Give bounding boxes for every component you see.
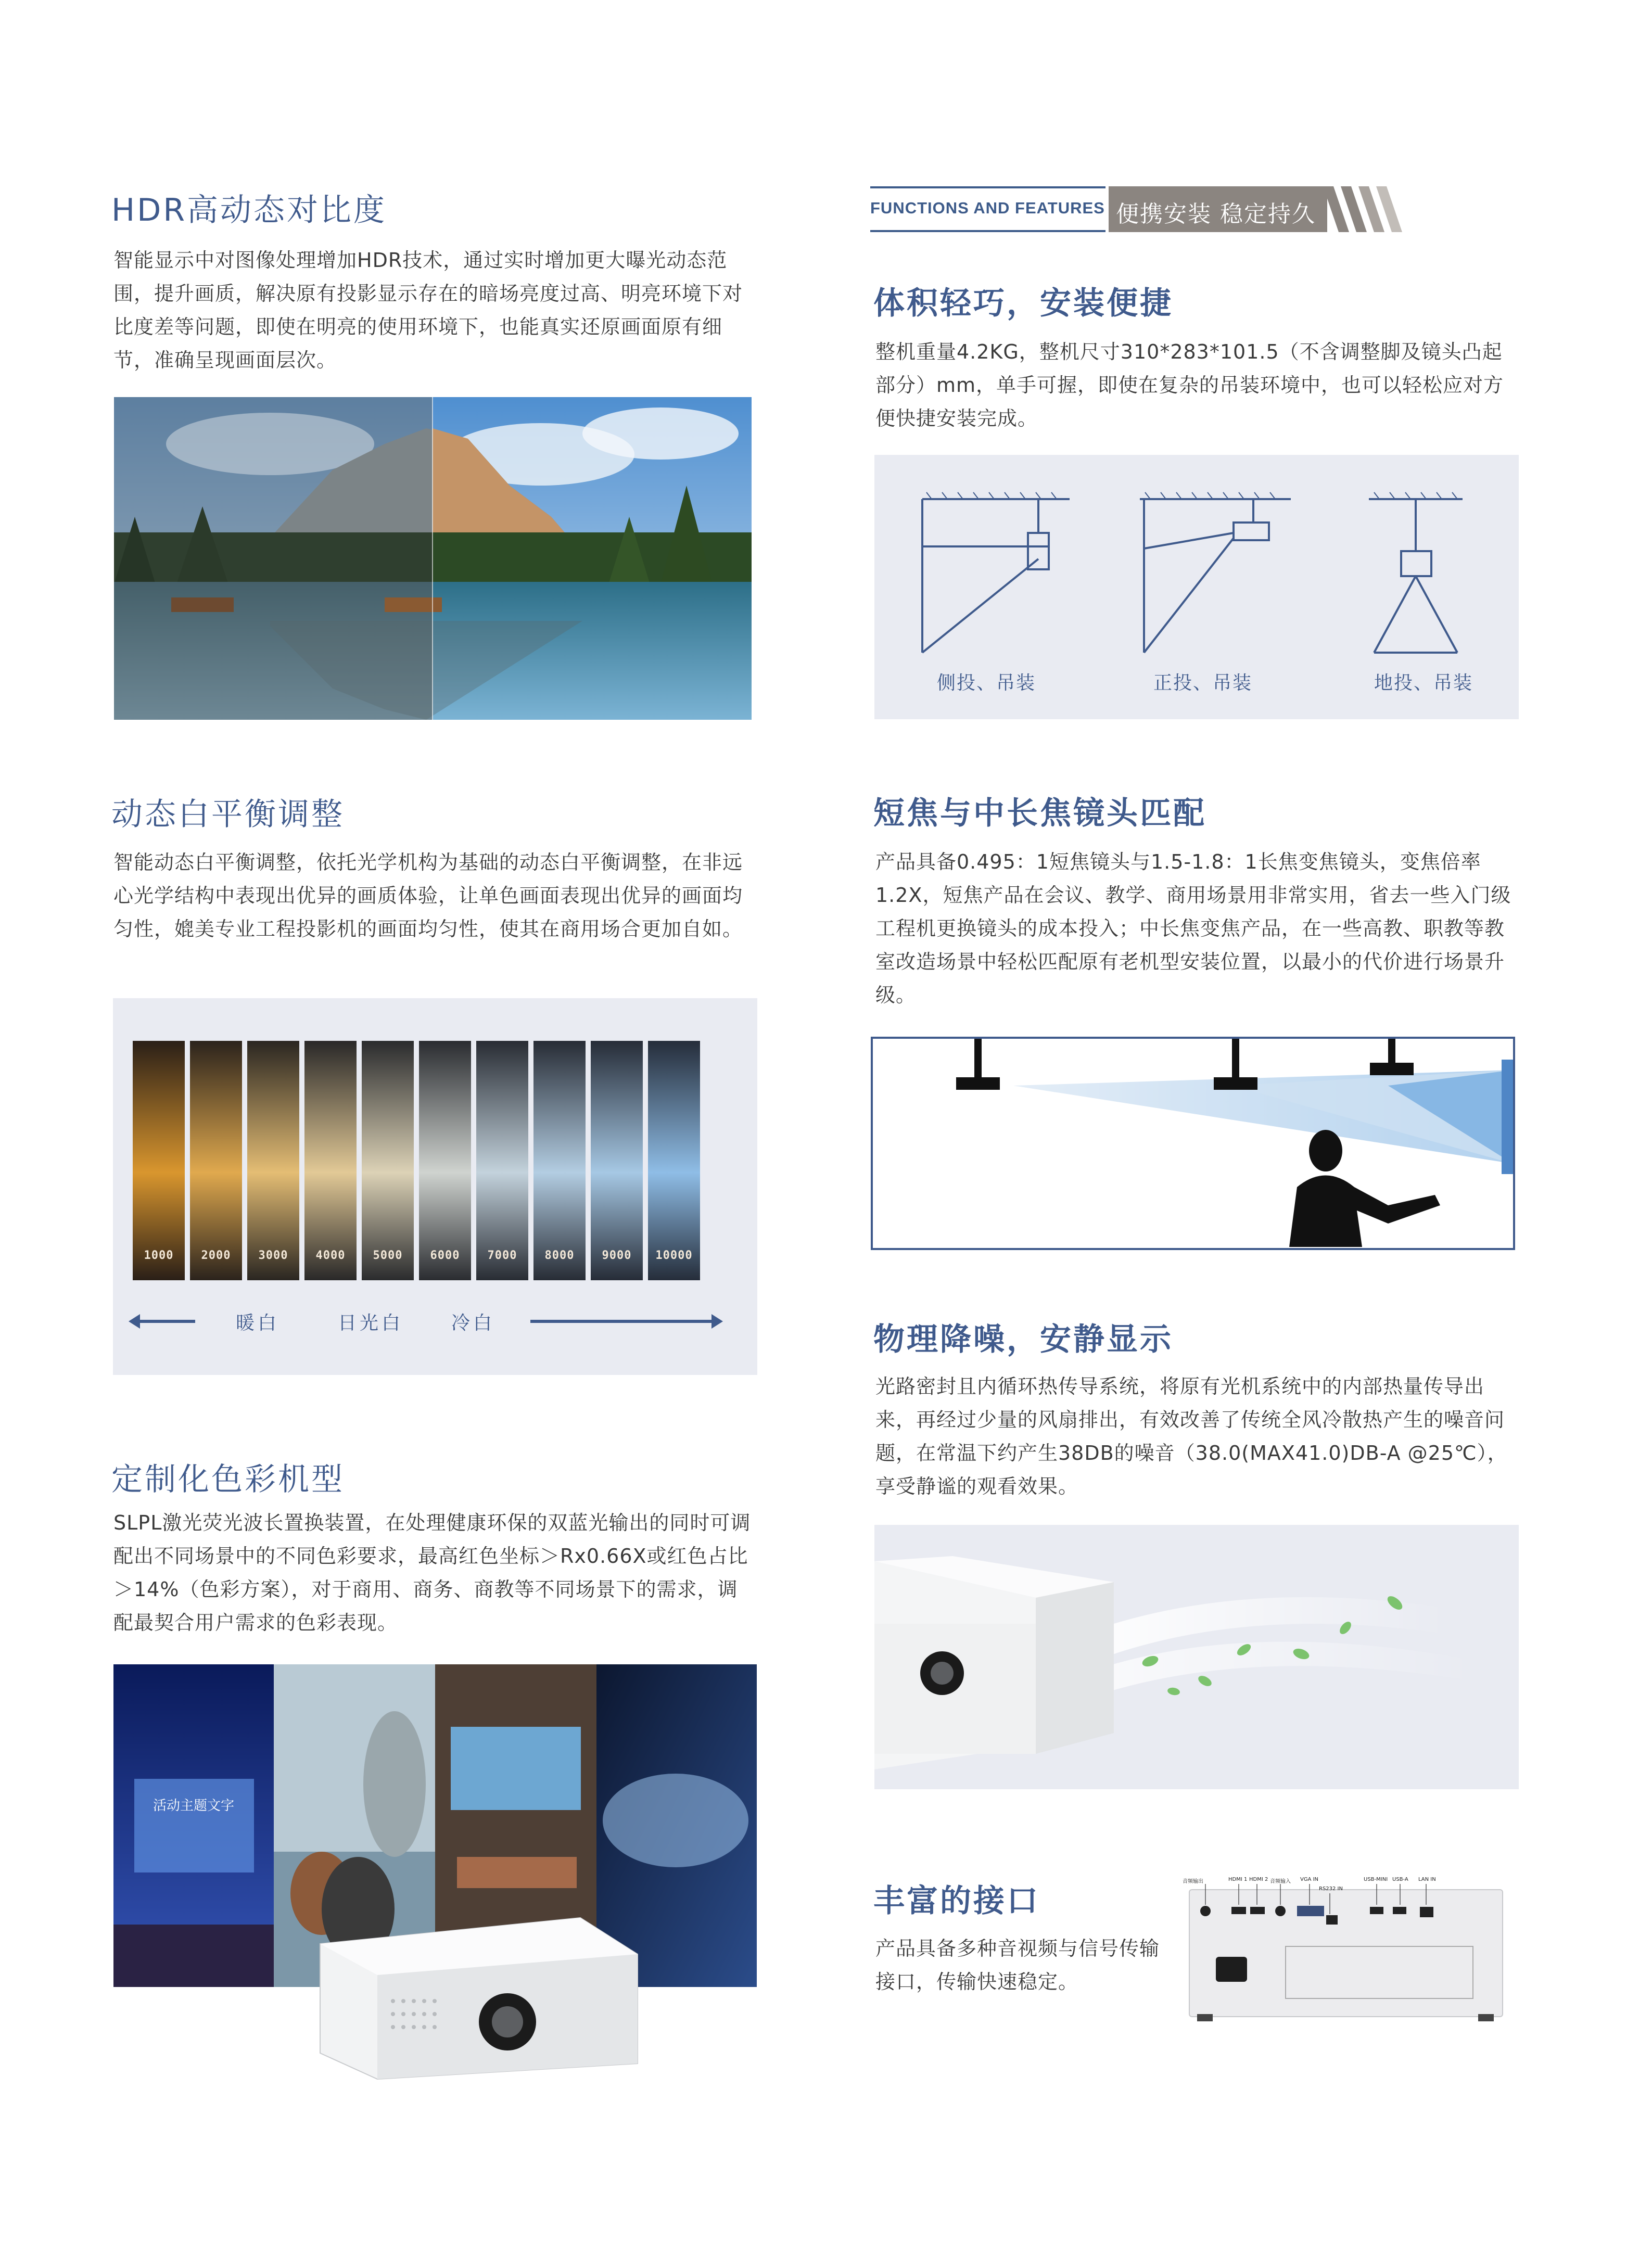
temperature-swatch xyxy=(476,1041,528,1280)
temperature-swatch xyxy=(190,1041,242,1280)
install-title: 体积轻巧，安装便捷 xyxy=(873,285,1173,322)
temperature-swatch xyxy=(648,1041,700,1280)
temperature-label: 8000 xyxy=(544,1249,575,1262)
temperature-label: 10000 xyxy=(655,1249,693,1262)
badge-english-text: FUNCTIONS AND FEATURES xyxy=(870,199,1105,217)
port-label-usb-mini: USB-MINI xyxy=(1364,1877,1388,1882)
temperature-label: 3000 xyxy=(258,1249,288,1262)
right-arrow-icon xyxy=(530,1320,713,1323)
daylight-label: 日光白 xyxy=(338,1313,404,1334)
ports-rear-panel xyxy=(1181,1863,1504,2024)
port-label-audio-in: 音频输入 xyxy=(1270,1879,1291,1884)
color-body: SLPL激光荧光波长置换装置，在处理健康环保的双蓝光输出的同时可调配出不同场景中的不同色彩要求，最高红色坐标＞Rx0.66X或红色占比＞14%（色彩方案），对于商用、商务、商教等不同场景下的需求，调配最契合用户需求的色彩表现。 xyxy=(113,1511,751,1634)
temperature-label: 7000 xyxy=(487,1249,517,1262)
temperature-swatch xyxy=(247,1041,299,1280)
badge-stripes-icon xyxy=(1323,186,1417,232)
temperature-label: 2000 xyxy=(201,1249,231,1262)
badge-bottom-rule xyxy=(870,230,1105,232)
temperature-label: 1000 xyxy=(144,1249,174,1262)
white-balance-title: 动态白平衡调整 xyxy=(111,796,345,833)
hdr-body: 智能显示中对图像处理增加HDR技术，通过实时增加更大曝光动态范围，提升画质，解决原有投影显示存在的暗场亮度过高、明亮环境下对比度差等问题，即使在明亮的使用环境下，也能真实还原画面原有细节，准确呈现画面层次。 xyxy=(113,249,743,372)
ports-title: 丰富的接口 xyxy=(873,1883,1040,1919)
white-balance-panel xyxy=(113,998,757,1375)
port-label-vga-in: VGA IN xyxy=(1300,1877,1319,1882)
temperature-swatch xyxy=(533,1041,586,1280)
left-arrow-icon xyxy=(133,1320,195,1323)
stage-text: 活动主题文字 xyxy=(153,1798,235,1814)
white-balance-body: 智能动态白平衡调整，依托光学机构为基础的动态白平衡调整，在非远心光学结构中表现出优异的画质体验，让单色画面表现出优异的画面均匀性，媲美专业工程投影机的画面均匀性，使其在商用场合更加自如。 xyxy=(113,851,743,940)
noise-body: 光路密封且内循环热传导系统，将原有光机系统中的内部热量传导出来，再经过少量的风扇排出，有效改善了传统全风冷散热产生的噪音问题，在常温下约产生38DB的噪音（38.0(MAX41.0)DB-A @25℃），享受静谧的观看效果。 xyxy=(875,1375,1508,1498)
temperature-swatch xyxy=(133,1041,185,1280)
port-label-hdmi1: HDMI 1 xyxy=(1228,1877,1248,1882)
temperature-label: 5000 xyxy=(373,1249,403,1262)
warm-label: 暖白 xyxy=(236,1313,280,1334)
noise-title: 物理降噪，安静显示 xyxy=(873,1321,1173,1358)
temperature-swatch xyxy=(419,1041,471,1280)
temperature-label: 9000 xyxy=(602,1249,632,1262)
cool-label: 冷白 xyxy=(451,1313,495,1334)
install-mode-floor: 地投、吊装 xyxy=(1374,672,1473,694)
lens-throw-diagram xyxy=(871,1037,1515,1250)
noise-airflow-panel xyxy=(874,1525,1519,1789)
temperature-swatch xyxy=(591,1041,643,1280)
temperature-swatch xyxy=(362,1041,414,1280)
port-label-audio-out: 音频输出 xyxy=(1183,1879,1203,1884)
port-label-hdmi2: HDMI 2 xyxy=(1249,1877,1268,1882)
badge-top-rule xyxy=(870,186,1105,188)
temperature-label: 6000 xyxy=(430,1249,460,1262)
badge-chinese-text: 便携安装 稳定持久 xyxy=(1116,201,1316,227)
temperature-swatch xyxy=(304,1041,357,1280)
port-label-rs232: RS232 IN xyxy=(1319,1886,1343,1892)
section-badge xyxy=(870,186,1417,232)
install-mode-front: 正投、吊装 xyxy=(1153,672,1253,694)
lens-body: 产品具备0.495：1短焦镜头与1.5-1.8：1长焦变焦镜头，变焦倍率1.2X，短焦产品在会议、教学、商用场景用非常实用，省去一些入门级工程机更换镜头的成本投入；中长焦变焦产品，在一些高教、职教等教室改造场景中轻松匹配原有老机型安装位置，以最小的代价进行场景升级。 xyxy=(875,850,1511,1007)
lens-title: 短焦与中长焦镜头匹配 xyxy=(873,795,1206,832)
ports-body: 产品具备多种音视频与信号传输接口，传输快速稳定。 xyxy=(875,1937,1160,1993)
hdr-title: HDR高动态对比度 xyxy=(111,192,387,228)
right-arrowhead-icon xyxy=(711,1314,723,1329)
port-label-lan-in: LAN IN xyxy=(1418,1877,1436,1882)
install-body: 整机重量4.2KG，整机尺寸310*283*101.5（不含调整脚及镜头凸起部分）mm，单手可握，即使在复杂的吊装环境中，也可以轻松应对方便快捷安装完成。 xyxy=(875,340,1504,430)
port-label-usb-a: USB-A xyxy=(1392,1877,1408,1882)
install-mode-side: 侧投、吊装 xyxy=(937,672,1036,694)
left-arrowhead-icon xyxy=(129,1314,140,1329)
install-modes-panel xyxy=(874,455,1519,719)
projector-product-image xyxy=(310,1897,648,2082)
temperature-label: 4000 xyxy=(315,1249,346,1262)
color-title: 定制化色彩机型 xyxy=(111,1461,345,1498)
hdr-landscape-image xyxy=(114,397,752,720)
